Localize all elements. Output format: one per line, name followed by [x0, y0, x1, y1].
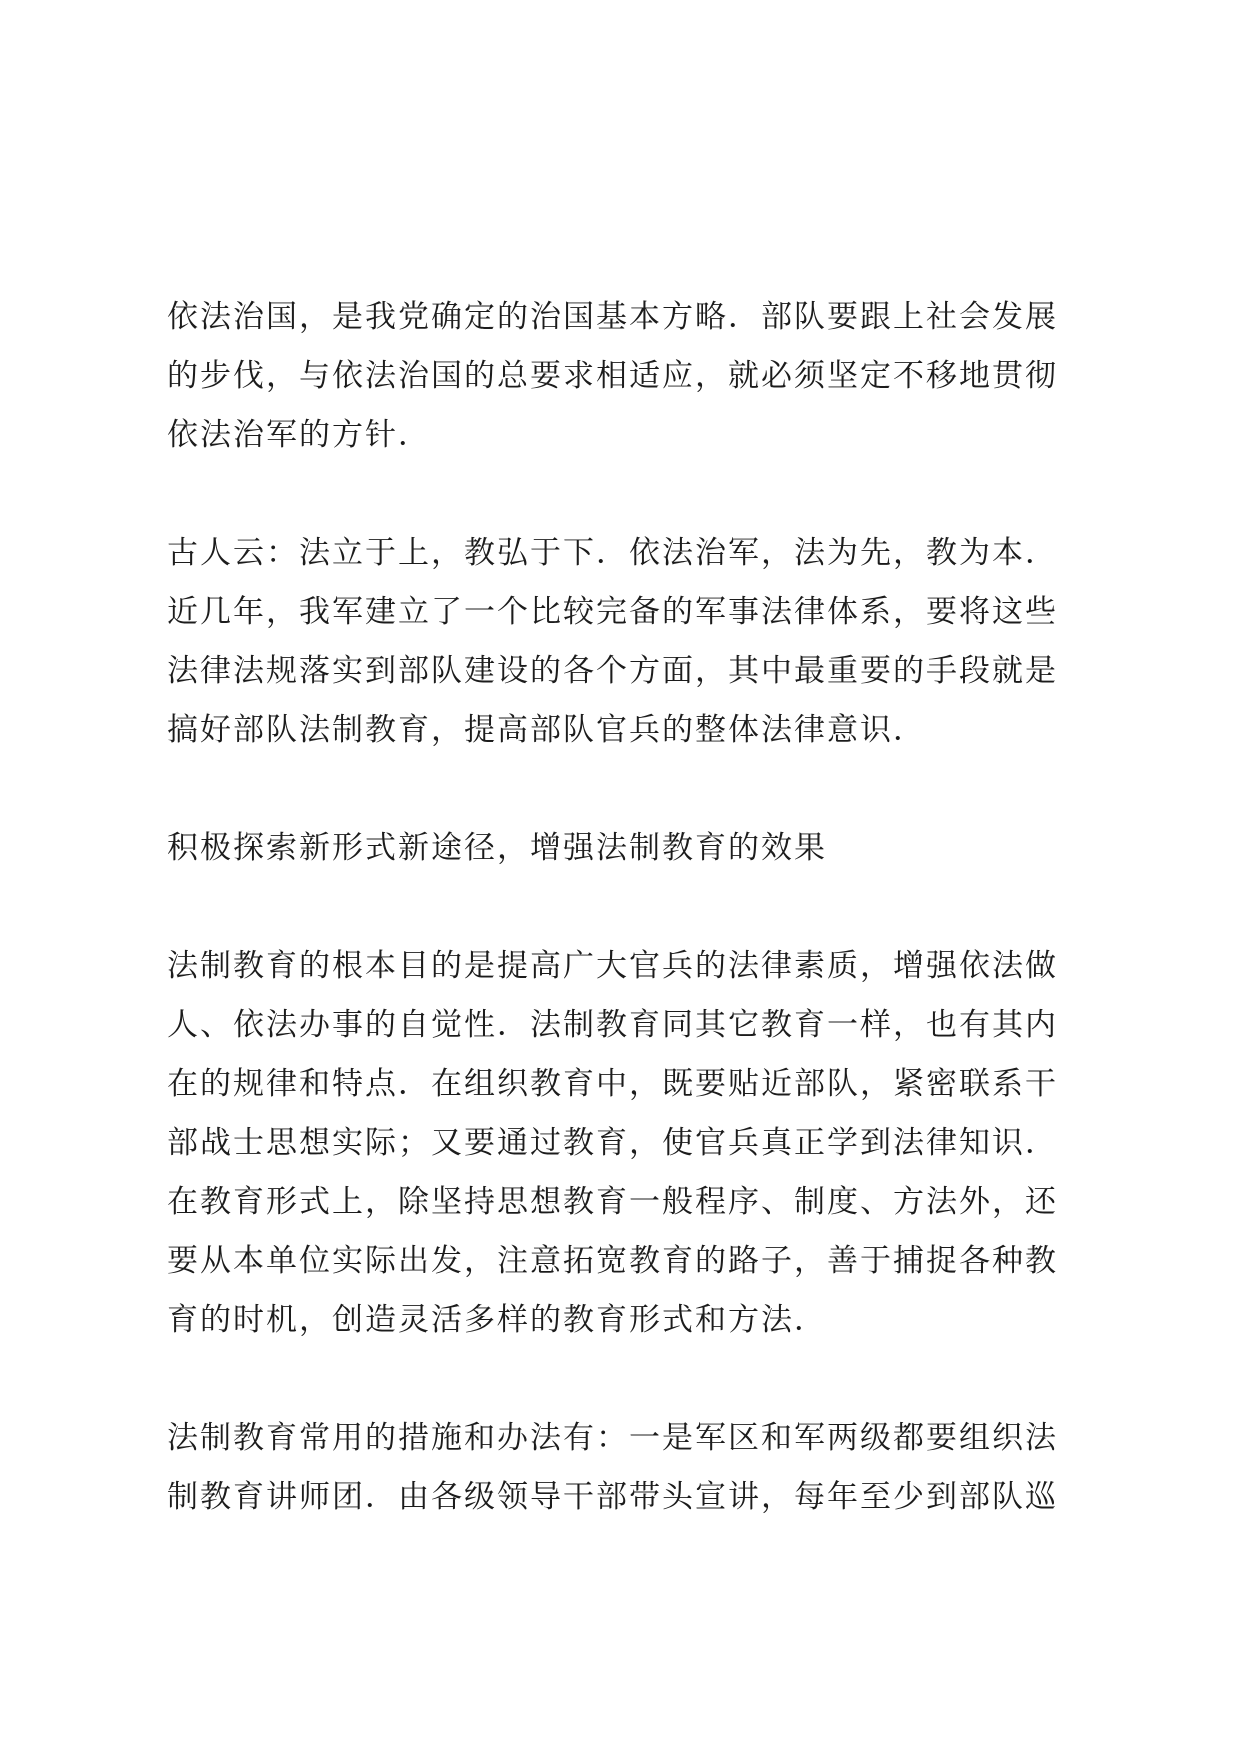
paragraph-3: [167, 937, 1072, 1350]
text-line: 依法治国，是我党确定的治国基本方略．部队要跟上社会发展: [167, 299, 1058, 335]
text-line: 要从本单位实际出发，注意拓宽教育的路子，善于捕捉各种教: [167, 1243, 1058, 1279]
paragraph-1: [167, 288, 1072, 465]
text-line: 搞好部队法制教育，提高部队官兵的整体法律意识．: [167, 712, 926, 748]
document-body: [167, 288, 1072, 1527]
text-line: 依法治军的方针．: [167, 417, 431, 453]
paragraph-spacer: [167, 465, 1072, 524]
section-heading: [167, 819, 1072, 878]
text-line: 制教育讲师团．由各级领导干部带头宣讲，每年至少到部队巡: [167, 1479, 1058, 1515]
paragraph-4: [167, 1409, 1072, 1527]
paragraph-spacer: [167, 878, 1072, 937]
text-line: 人、依法办事的自觉性．法制教育同其它教育一样，也有其内: [167, 1007, 1058, 1043]
text-line: 法制教育常用的措施和办法有：一是军区和军两级都要组织法: [167, 1420, 1058, 1456]
text-line: 法律法规落实到部队建设的各个方面，其中最重要的手段就是: [167, 653, 1058, 689]
paragraph-spacer: [167, 1350, 1072, 1409]
text-line: 的步伐，与依法治国的总要求相适应，就必须坚定不移地贯彻: [167, 358, 1058, 394]
text-line: 积极探索新形式新途径，增强法制教育的效果: [167, 830, 827, 866]
text-line: 育的时机，创造灵活多样的教育形式和方法．: [167, 1302, 827, 1338]
text-line: 近几年，我军建立了一个比较完备的军事法律体系，要将这些: [167, 594, 1058, 630]
paragraph-2: [167, 524, 1072, 760]
paragraph-spacer: [167, 760, 1072, 819]
text-line: 法制教育的根本目的是提高广大官兵的法律素质，增强依法做: [167, 948, 1058, 984]
text-line: 古人云：法立于上，教弘于下．依法治军，法为先，教为本．: [167, 535, 1058, 571]
text-line: 部战士思想实际；又要通过教育，使官兵真正学到法律知识．: [167, 1125, 1058, 1161]
text-line: 在教育形式上，除坚持思想教育一般程序、制度、方法外，还: [167, 1184, 1058, 1220]
text-line: 在的规律和特点．在组织教育中，既要贴近部队，紧密联系干: [167, 1066, 1058, 1102]
